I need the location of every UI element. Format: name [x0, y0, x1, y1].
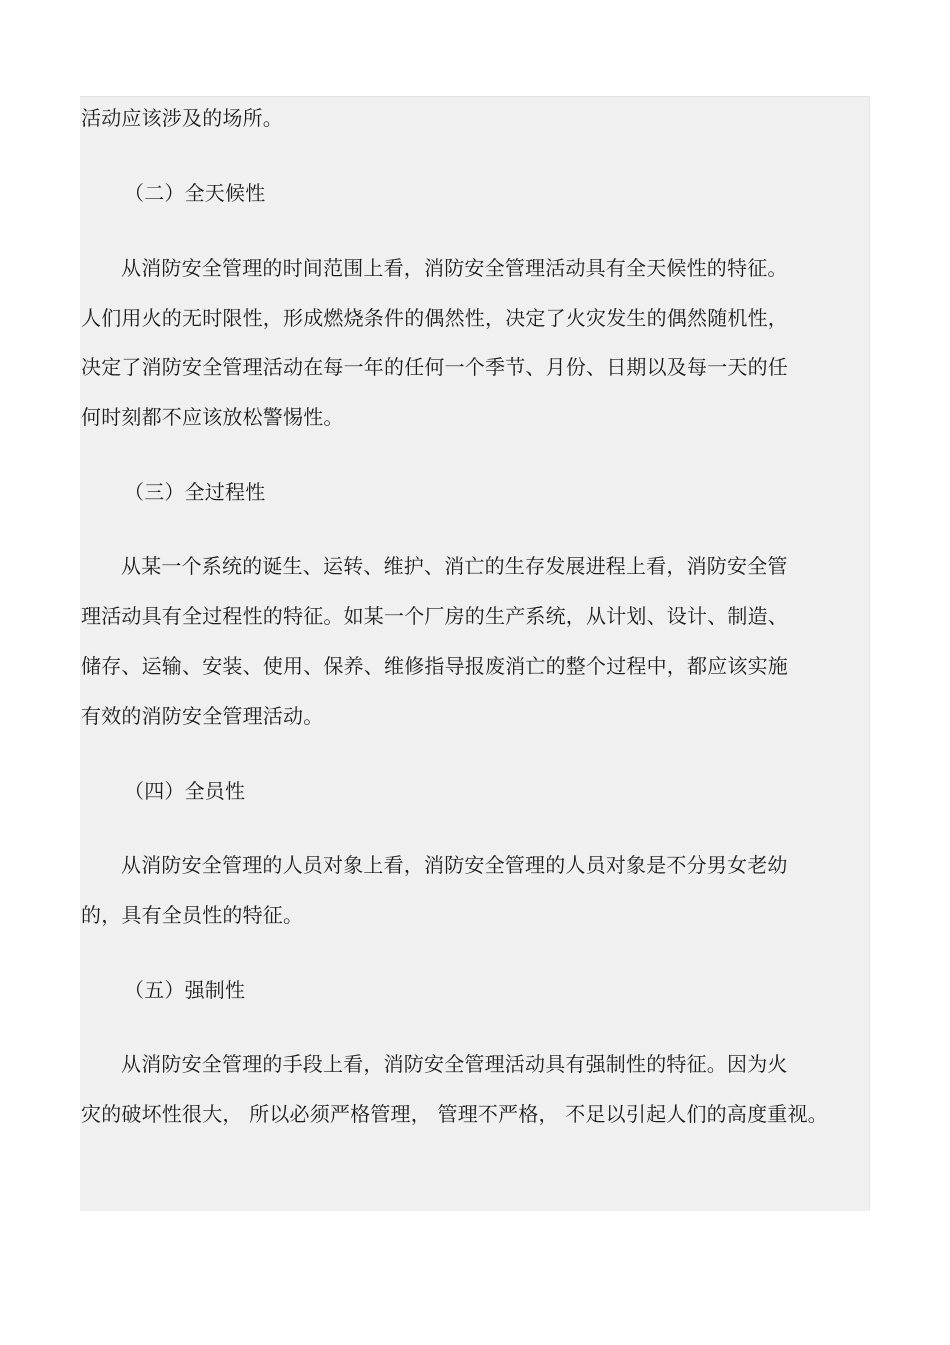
text-line: 从消防安全管理的人员对象上看，消防安全管理的人员对象是不分男女老幼: [121, 853, 788, 877]
section-heading-3: （三）全过程性: [124, 480, 266, 504]
text-line: 决定了消防安全管理活动在每一年的任何一个季节、月份、日期以及每一天的任: [81, 355, 788, 379]
text-line: 何时刻都不应该放松警惕性。: [81, 405, 344, 429]
section-heading-2: （二）全天候性: [124, 181, 266, 205]
text-line: 的，具有全员性的特征。: [81, 903, 304, 927]
text-line: 灾的破坏性很大， 所以必须严格管理， 管理不严格， 不足以引起人们的高度重视。: [81, 1102, 828, 1126]
text-line: 从消防安全管理的手段上看，消防安全管理活动具有强制性的特征。因为火: [121, 1052, 788, 1076]
section-heading-5: （五）强制性: [124, 978, 246, 1002]
text-line: 有效的消防安全管理活动。: [81, 704, 324, 728]
text-line: 储存、运输、安装、使用、保养、维修指导报废消亡的整个过程中，都应该实施: [81, 654, 788, 678]
section-heading-4: （四）全员性: [124, 779, 246, 803]
text-line: 理活动具有全过程性的特征。如某一个厂房的生产系统，从计划、设计、制造、: [81, 604, 788, 628]
text-line: 从消防安全管理的时间范围上看，消防安全管理活动具有全天候性的特征。: [121, 256, 788, 280]
text-line: 活动应该涉及的场所。: [81, 106, 283, 130]
text-line: 从某一个系统的诞生、运转、维护、消亡的生存发展进程上看，消防安全管: [121, 554, 788, 578]
text-line: 人们用火的无时限性，形成燃烧条件的偶然性，决定了火灾发生的偶然随机性，: [81, 306, 788, 330]
